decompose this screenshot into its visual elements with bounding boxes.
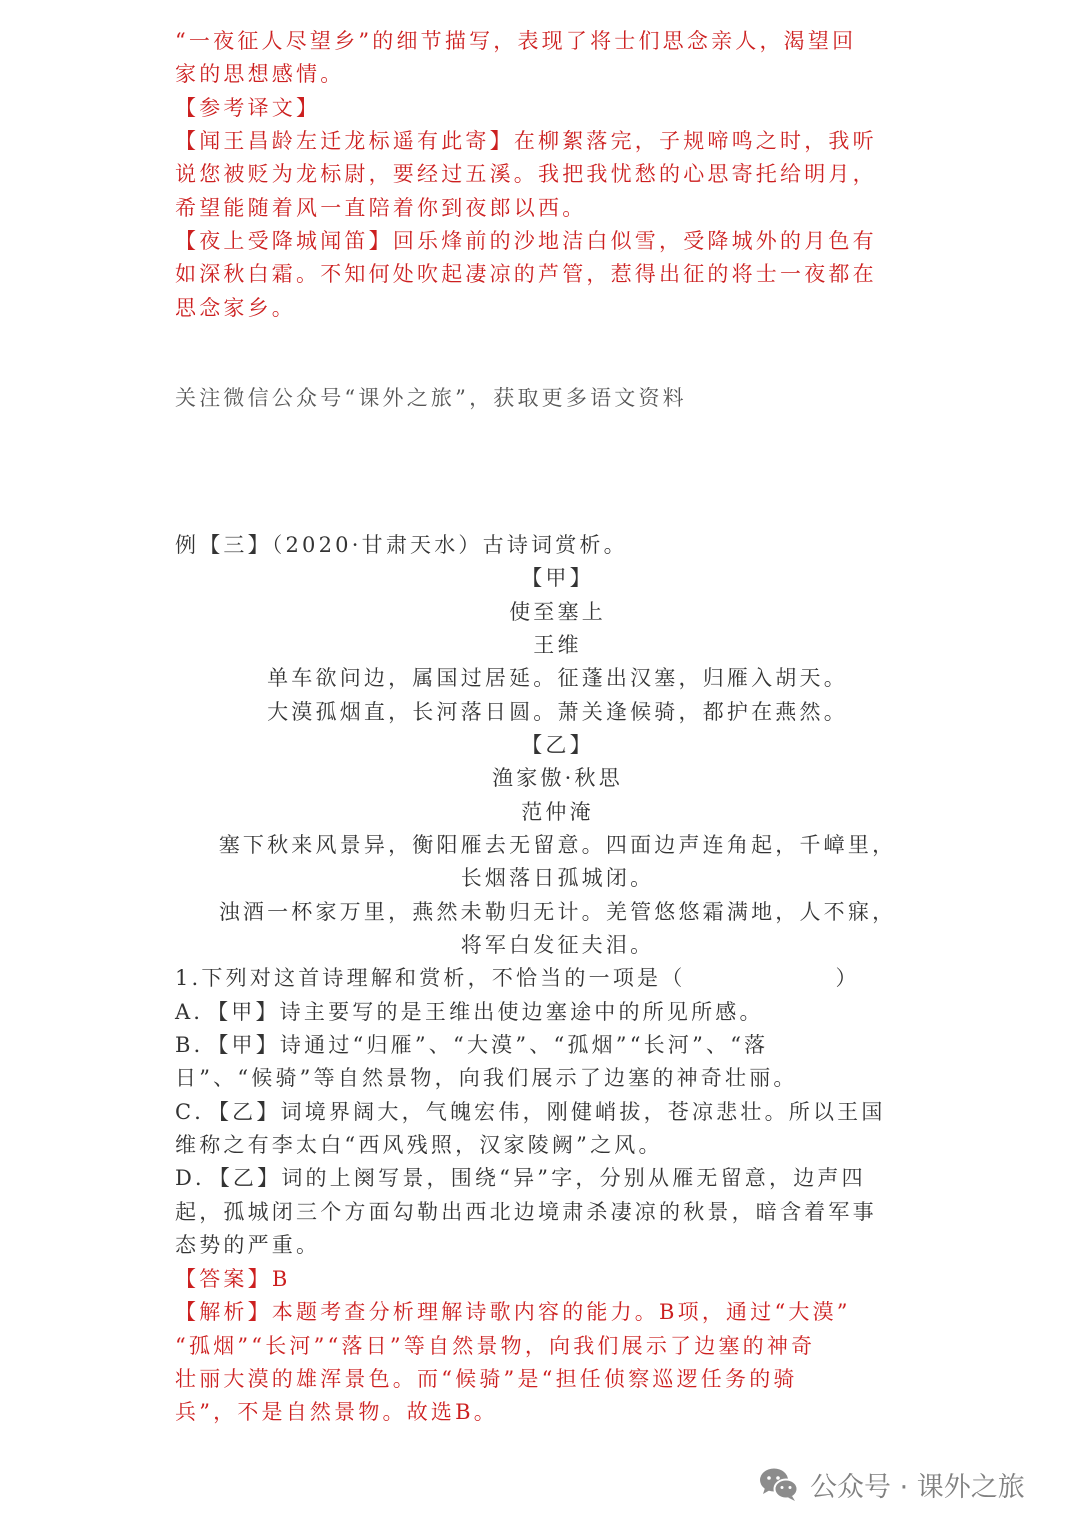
analysis-text: 本题考查分析理解诗歌内容的能力。B项，通过“大漠” xyxy=(271,1300,851,1324)
poem-a-line: 大漠孤烟直，长河落日圆。萧关逢候骑，都护在燕然。 xyxy=(267,700,848,724)
translation-poem2-line: 如深秋白霜。不知何处吹起凄凉的芦管，惹得出征的将士一夜都在 xyxy=(175,262,877,286)
translation-poem1-line: 希望能随着风一直陪着你到夜郎以西。 xyxy=(175,196,587,220)
question-stem-end: ） xyxy=(835,966,860,990)
analysis-label: 【解析】 xyxy=(175,1300,272,1324)
translation-poem2-title: 【夜上受降城闻笛】 xyxy=(175,229,393,253)
answer-line xyxy=(175,1263,905,1296)
analysis-line: 兵”，不是自然景物。故选B。 xyxy=(175,1400,498,1424)
translation-poem2-line: 思念家乡。 xyxy=(175,296,296,320)
question-stem xyxy=(175,962,905,995)
translation-poem1-text: 在柳絮落完，子规啼鸣之时，我听 xyxy=(513,129,877,153)
option-d: D．【乙】词的上阕写景，围绕“异”字，分别从雁无留意，边声四 xyxy=(175,1166,866,1190)
poem-b-author: 范仲淹 xyxy=(521,800,594,824)
translation-poem1-line: 说您被贬为龙标尉，要经过五溪。我把我忧愁的心思寄托给明月， xyxy=(175,162,877,186)
option-d: 态势的严重。 xyxy=(175,1233,321,1257)
example-header: 例【三】（2020·甘肃天水）古诗词赏析。 xyxy=(175,533,628,557)
watermark-text: 公众号 · 课外之旅 xyxy=(810,1471,1025,1503)
poem-b-line: 将军白发征夫泪。 xyxy=(460,933,655,957)
poem-b-label: 【乙】 xyxy=(521,733,594,757)
translation-poem2-line xyxy=(175,225,905,258)
poem-a-author: 王维 xyxy=(533,633,582,657)
option-c: C．【乙】词境界阔大，气魄宏伟，刚健峭拔，苍凉悲壮。所以王国 xyxy=(175,1100,886,1124)
analysis-line: 壮丽大漠的雄浑景色。而“候骑”是“担任侦察巡逻任务的骑 xyxy=(175,1367,798,1391)
poem-a-line: 单车欲问边，属国过居延。征蓬出汉塞，归雁入胡天。 xyxy=(267,666,848,690)
analysis-line xyxy=(175,1296,905,1329)
wechat-icon xyxy=(758,1466,800,1502)
promo-text: 关注微信公众号“课外之旅”，获取更多语文资料 xyxy=(175,386,687,410)
translation-poem1-title: 【闻王昌龄左迁龙标遥有此寄】 xyxy=(175,129,514,153)
poem-a-label: 【甲】 xyxy=(521,566,594,590)
answer-value: B xyxy=(271,1267,291,1291)
translation-poem1-line xyxy=(175,125,905,158)
analysis-line: “孤烟”“长河”“落日”等自然景物，向我们展示了边塞的神奇 xyxy=(175,1334,816,1358)
reference-translation-heading: 【参考译文】 xyxy=(175,96,321,120)
poem-a-title: 使至塞上 xyxy=(509,600,606,624)
option-b: 日”、“候骑”等自然景物，向我们展示了边塞的神奇壮丽。 xyxy=(175,1066,798,1090)
poem-b-line: 塞下秋来风景异，衡阳雁去无留意。四面边声连角起，千嶂里， xyxy=(218,833,897,857)
translation-tail-line: 家的思想感情。 xyxy=(175,62,345,86)
option-d: 起，孤城闭三个方面勾勒出西北边境肃杀凄凉的秋景，暗含着军事 xyxy=(175,1200,877,1224)
option-b: B．【甲】诗通过“归雁”、“大漠”、“孤烟”“长河”、“落 xyxy=(175,1033,769,1057)
option-c: 维称之有李太白“西风残照，汉家陵阙”之风。 xyxy=(175,1133,663,1157)
translation-poem2-text: 回乐烽前的沙地洁白似雪，受降城外的月色有 xyxy=(392,229,877,253)
watermark xyxy=(758,1462,1025,1506)
poem-b-line: 长烟落日孤城闭。 xyxy=(460,866,655,890)
option-a: A．【甲】诗主要写的是王维出使边塞途中的所见所感。 xyxy=(175,1000,764,1024)
question-stem-start: 1.下列对这首诗理解和赏析，不恰当的一项是（ xyxy=(175,966,686,990)
translation-tail-line: “一夜征人尽望乡”的细节描写，表现了将士们思念亲人，渴望回 xyxy=(175,29,857,53)
answer-label: 【答案】 xyxy=(175,1267,272,1291)
poem-b-title: 渔家傲·秋思 xyxy=(492,766,623,790)
poem-b-line: 浊酒一杯家万里，燕然未勒归无计。羌管悠悠霜满地，人不寐， xyxy=(218,900,897,924)
